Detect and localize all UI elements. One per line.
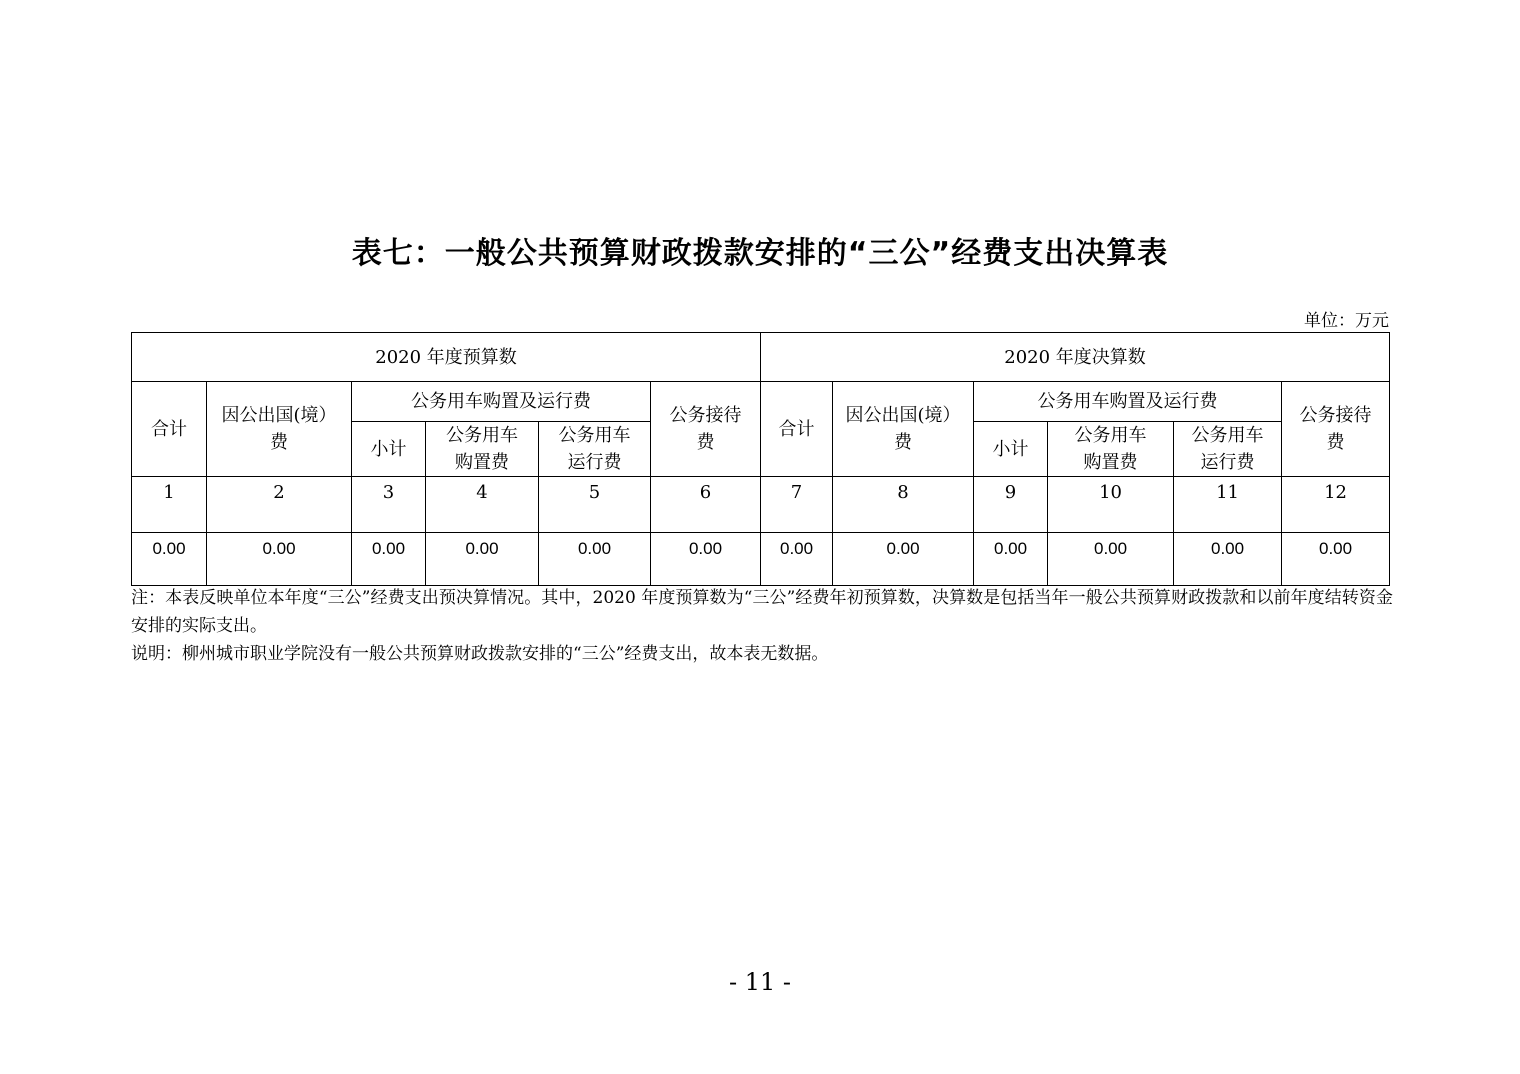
header-vehicle-purchase: 公务用车购置费 (1048, 422, 1174, 477)
three-expenses-table (131, 332, 1390, 586)
header-vehicle-purchase: 公务用车购置费 (426, 422, 539, 477)
document-title: 表七：一般公共预算财政拨款安排的“三公”经费支出决算表 (351, 236, 1169, 271)
value-cell: 0.00 (207, 533, 352, 586)
value-cell: 0.00 (352, 533, 426, 586)
header-vehicle-group: 公务用车购置及运行费 (974, 382, 1282, 422)
header-abroad: 因公出国(境）费 (207, 382, 352, 477)
column-number: 11 (1174, 477, 1282, 533)
value-cell: 0.00 (1174, 533, 1282, 586)
column-number: 10 (1048, 477, 1174, 533)
header-reception: 公务接待费 (651, 382, 761, 477)
table-header-row (132, 382, 1390, 422)
header-total: 合计 (761, 382, 833, 477)
budget-group-header: 2020 年度预算数 (132, 333, 761, 382)
unit-label: 单位：万元 (1304, 311, 1389, 331)
table-note: 注：本表反映单位本年度“三公”经费支出预决算情况。其中，2020 年度预算数为“三公”经费年初预算数，决算数是包括当年一般公共预算财政拨款和以前年度结转资金安排的实际支出。 (131, 588, 1393, 636)
value-cell: 0.00 (761, 533, 833, 586)
value-row (132, 533, 1390, 586)
header-vehicle-group: 公务用车购置及运行费 (352, 382, 651, 422)
column-number: 8 (833, 477, 974, 533)
value-cell: 0.00 (1048, 533, 1174, 586)
column-number: 12 (1282, 477, 1390, 533)
column-number: 1 (132, 477, 207, 533)
value-cell: 0.00 (1282, 533, 1390, 586)
value-cell: 0.00 (539, 533, 651, 586)
table-group-header-row (132, 333, 1390, 382)
header-abroad: 因公出国(境）费 (833, 382, 974, 477)
column-number: 6 (651, 477, 761, 533)
column-number-row (132, 477, 1390, 533)
final-group-header: 2020 年度决算数 (761, 333, 1390, 382)
column-number: 9 (974, 477, 1048, 533)
header-total: 合计 (132, 382, 207, 477)
column-number: 5 (539, 477, 651, 533)
column-number: 4 (426, 477, 539, 533)
value-cell: 0.00 (132, 533, 207, 586)
column-number: 7 (761, 477, 833, 533)
value-cell: 0.00 (974, 533, 1048, 586)
page-number: - 11 - (728, 968, 791, 996)
header-subtotal: 小计 (974, 422, 1048, 477)
header-reception: 公务接待费 (1282, 382, 1390, 477)
header-subtotal: 小计 (352, 422, 426, 477)
column-number: 2 (207, 477, 352, 533)
header-vehicle-operation: 公务用车运行费 (1174, 422, 1282, 477)
footnote-block (131, 584, 1393, 668)
column-number: 3 (352, 477, 426, 533)
table-explanation: 说明：柳州城市职业学院没有一般公共预算财政拨款安排的“三公”经费支出，故本表无数据。 (131, 644, 829, 664)
value-cell: 0.00 (651, 533, 761, 586)
value-cell: 0.00 (833, 533, 974, 586)
value-cell: 0.00 (426, 533, 539, 586)
header-vehicle-operation: 公务用车运行费 (539, 422, 651, 477)
